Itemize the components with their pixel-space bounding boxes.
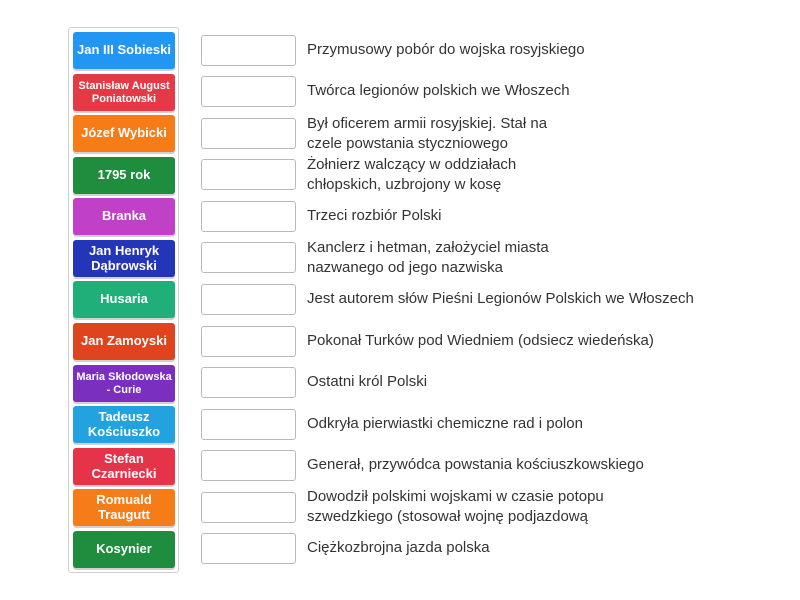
description-text: Kanclerz i hetman, założyciel miasta nazwanego od jego nazwiska <box>307 239 549 276</box>
drop-slot[interactable] <box>201 35 296 66</box>
drop-slot[interactable] <box>201 492 296 523</box>
answer-tile[interactable]: Jan Henryk Dąbrowski <box>73 240 175 277</box>
description-text: Odkryła pierwiastki chemiczne rad i polon <box>307 415 583 432</box>
answer-tile[interactable]: Józef Wybicki <box>73 115 175 152</box>
drop-slot[interactable] <box>201 284 296 315</box>
answer-tile[interactable]: Romuald Traugutt <box>73 489 175 526</box>
answer-tile[interactable]: Branka <box>73 198 175 235</box>
drop-slot[interactable] <box>201 159 296 190</box>
answer-tile[interactable]: Jan III Sobieski <box>73 32 175 69</box>
drop-slot[interactable] <box>201 533 296 564</box>
answer-tile[interactable]: Kosynier <box>73 531 175 568</box>
description-text: Dowodził polskimi wojskami w czasie potopu szwedzkiego (stosował wojnę podjazdową <box>307 488 604 525</box>
description-text: Twórca legionów polskich we Włoszech <box>307 82 570 99</box>
description-text: Ciężkozbrojna jazda polska <box>307 539 490 556</box>
answer-tile[interactable]: Husaria <box>73 281 175 318</box>
drop-slot[interactable] <box>201 450 296 481</box>
description-text: Ostatni król Polski <box>307 373 428 390</box>
description-text: Trzeci rozbiór Polski <box>307 207 442 224</box>
drop-slot[interactable] <box>201 76 296 107</box>
description-text: Generał, przywódca powstania kościuszkowskiego <box>307 456 644 473</box>
drop-slot[interactable] <box>201 201 296 232</box>
answer-tile[interactable]: Stefan Czarniecki <box>73 448 175 485</box>
description-text: Pokonał Turków pod Wiedniem (odsiecz wiedeńska) <box>307 332 654 349</box>
drop-slot[interactable] <box>201 118 296 149</box>
drop-slot[interactable] <box>201 409 296 440</box>
description-text: Jest autorem słów Pieśni Legionów Polskich we Włoszech <box>307 290 694 307</box>
drop-slot[interactable] <box>201 242 296 273</box>
answer-tile[interactable]: Stanisław August Poniatowski <box>73 74 175 111</box>
description-text: Przymusowy pobór do wojska rosyjskiego <box>307 41 585 58</box>
answer-tile[interactable]: 1795 rok <box>73 157 175 194</box>
description-text: Żołnierz walczący w oddziałach chłopskich, uzbrojony w kosę <box>307 156 517 193</box>
answer-tile[interactable]: Maria Skłodowska - Curie <box>73 365 175 402</box>
drop-slot[interactable] <box>201 367 296 398</box>
drop-slot[interactable] <box>201 326 296 357</box>
answer-tile[interactable]: Tadeusz Kościuszko <box>73 406 175 443</box>
description-text: Był oficerem armii rosyjskiej. Stał na czele powstania styczniowego <box>307 115 548 152</box>
answer-tile[interactable]: Jan Zamoyski <box>73 323 175 360</box>
